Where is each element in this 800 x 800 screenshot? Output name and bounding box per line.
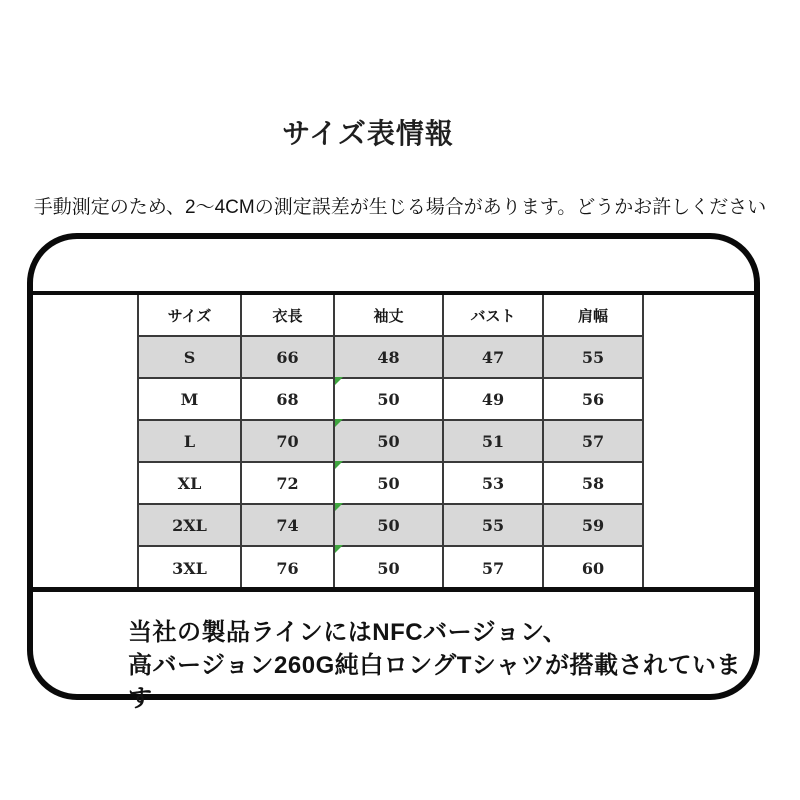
divider-bottom xyxy=(33,587,754,592)
product-note-line-1: 当社の製品ラインにはNFCバージョン、 xyxy=(128,619,568,646)
value-cell: 53 xyxy=(444,463,544,505)
value-cell: 51 xyxy=(444,421,544,463)
header-cell: サイズ xyxy=(139,295,242,337)
value-cell: 50 xyxy=(335,547,444,589)
product-note-line-2: 高バージョン260G純白ロングTシャツが搭載されています xyxy=(128,652,741,712)
value-cell: 58 xyxy=(544,463,642,505)
value-cell: 57 xyxy=(544,421,642,463)
value-cell: 72 xyxy=(242,463,335,505)
header-cell: バスト xyxy=(444,295,544,337)
header-cell: 肩幅 xyxy=(544,295,642,337)
value-cell: 60 xyxy=(544,547,642,589)
value-cell: 50 xyxy=(335,463,444,505)
value-cell: 56 xyxy=(544,379,642,421)
value-cell: 66 xyxy=(242,337,335,379)
cell-flag-triangle-icon xyxy=(335,419,343,427)
value-cell: 50 xyxy=(335,505,444,547)
value-cell: 50 xyxy=(335,421,444,463)
value-cell: 48 xyxy=(335,337,444,379)
value-cell: 74 xyxy=(242,505,335,547)
size-cell: 2XL xyxy=(139,505,242,547)
value-cell: 59 xyxy=(544,505,642,547)
cell-flag-triangle-icon xyxy=(335,503,343,511)
page-title: サイズ表情報 xyxy=(282,118,454,149)
value-cell: 55 xyxy=(544,337,642,379)
header-cell: 袖丈 xyxy=(335,295,444,337)
cell-flag-triangle-icon xyxy=(335,377,343,385)
size-table xyxy=(137,295,644,589)
cell-flag-triangle-icon xyxy=(335,461,343,469)
size-cell: 3XL xyxy=(139,547,242,589)
info-frame xyxy=(27,233,760,712)
value-cell: 50 xyxy=(335,379,444,421)
value-cell: 55 xyxy=(444,505,544,547)
size-cell: XL xyxy=(139,463,242,505)
cell-flag-triangle-icon xyxy=(335,545,343,553)
value-cell: 57 xyxy=(444,547,544,589)
size-cell: M xyxy=(139,379,242,421)
measurement-note: 手動測定のため、2～4CMの測定誤差が生じる場合があります。どうかお許しください xyxy=(33,197,767,218)
value-cell: 49 xyxy=(444,379,544,421)
header-cell: 衣長 xyxy=(242,295,335,337)
product-note xyxy=(128,616,754,715)
value-cell: 76 xyxy=(242,547,335,589)
size-cell: L xyxy=(139,421,242,463)
value-cell: 47 xyxy=(444,337,544,379)
size-cell: S xyxy=(139,337,242,379)
value-cell: 68 xyxy=(242,379,335,421)
value-cell: 70 xyxy=(242,421,335,463)
